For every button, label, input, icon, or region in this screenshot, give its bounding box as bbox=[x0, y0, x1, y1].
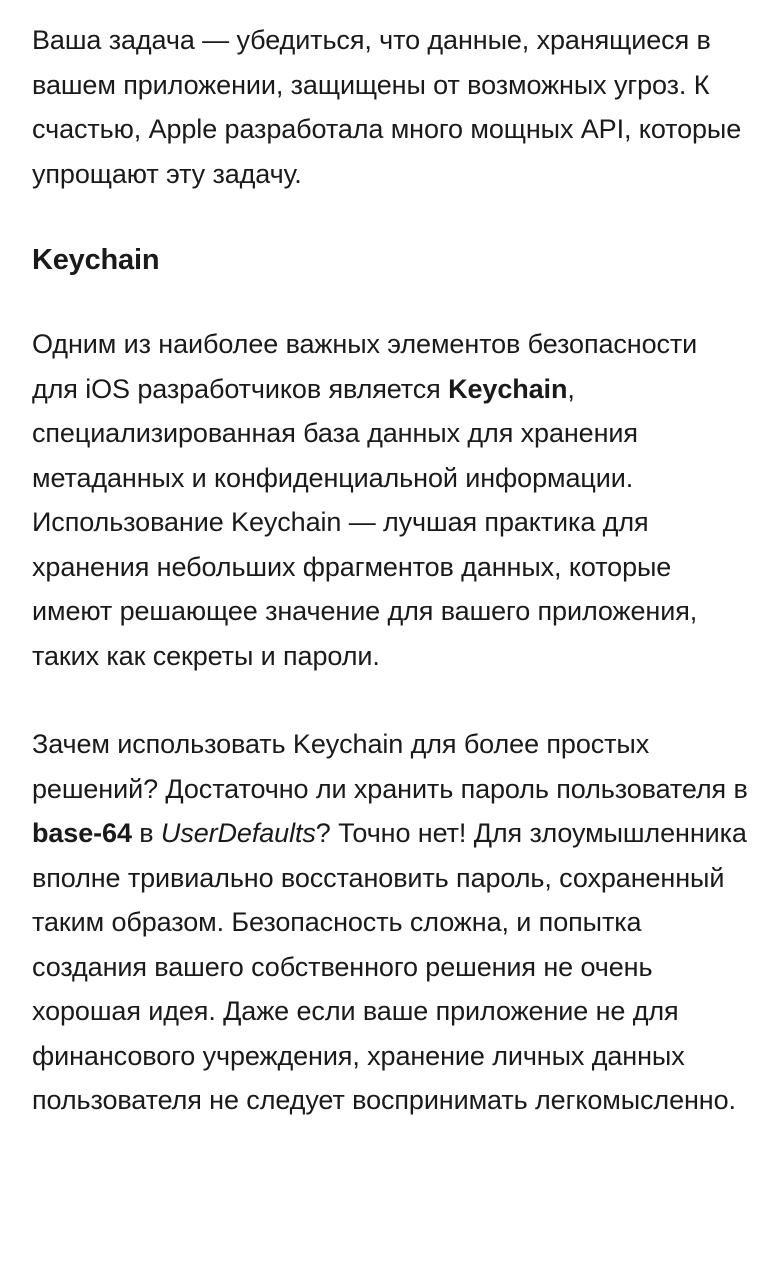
text-segment: , специализированная база данных для хранения метаданных и конфиденциальной информации. Использование Keychain — лучшая практика для хранения небольших фрагментов данных, которые имеют решающее значение для вашего приложения, таких как секреты и пароли. bbox=[32, 373, 698, 671]
intro-paragraph: Ваша задача — убедиться, что данные, хранящиеся в вашем приложении, защищены от возможных угроз. К счастью, Apple разработала много мощных API, которые упрощают эту задачу. bbox=[32, 25, 742, 189]
keychain-heading: Keychain bbox=[32, 244, 160, 276]
keychain-bold-term: Keychain bbox=[448, 373, 568, 404]
text-segment: в bbox=[131, 818, 161, 848]
article-body bbox=[32, 18, 748, 1123]
text-segment: Одним из наиболее важных элементов безопасности для iOS разработчиков является bbox=[32, 329, 698, 404]
userdefaults-italic-term: UserDefaults bbox=[160, 818, 316, 848]
keychain-description-paragraph bbox=[32, 322, 748, 678]
text-segment: Зачем использовать Keychain для более простых решений? Достаточно ли хранить пароль пользователя в bbox=[32, 729, 748, 804]
base64-bold-term: base-64 bbox=[32, 818, 132, 848]
why-keychain-paragraph bbox=[32, 722, 748, 1123]
text-segment: ? Точно нет! Для злоумышленника вполне тривиально восстановить пароль, сохраненный таким образом. Безопасность сложна, и попытка создания вашего собственного решения не очень хорошая идея. Даже если ваше приложение не для финансового учреждения, хранение личных данных пользователя не следует воспринимать легкомысленно. bbox=[32, 818, 747, 1115]
